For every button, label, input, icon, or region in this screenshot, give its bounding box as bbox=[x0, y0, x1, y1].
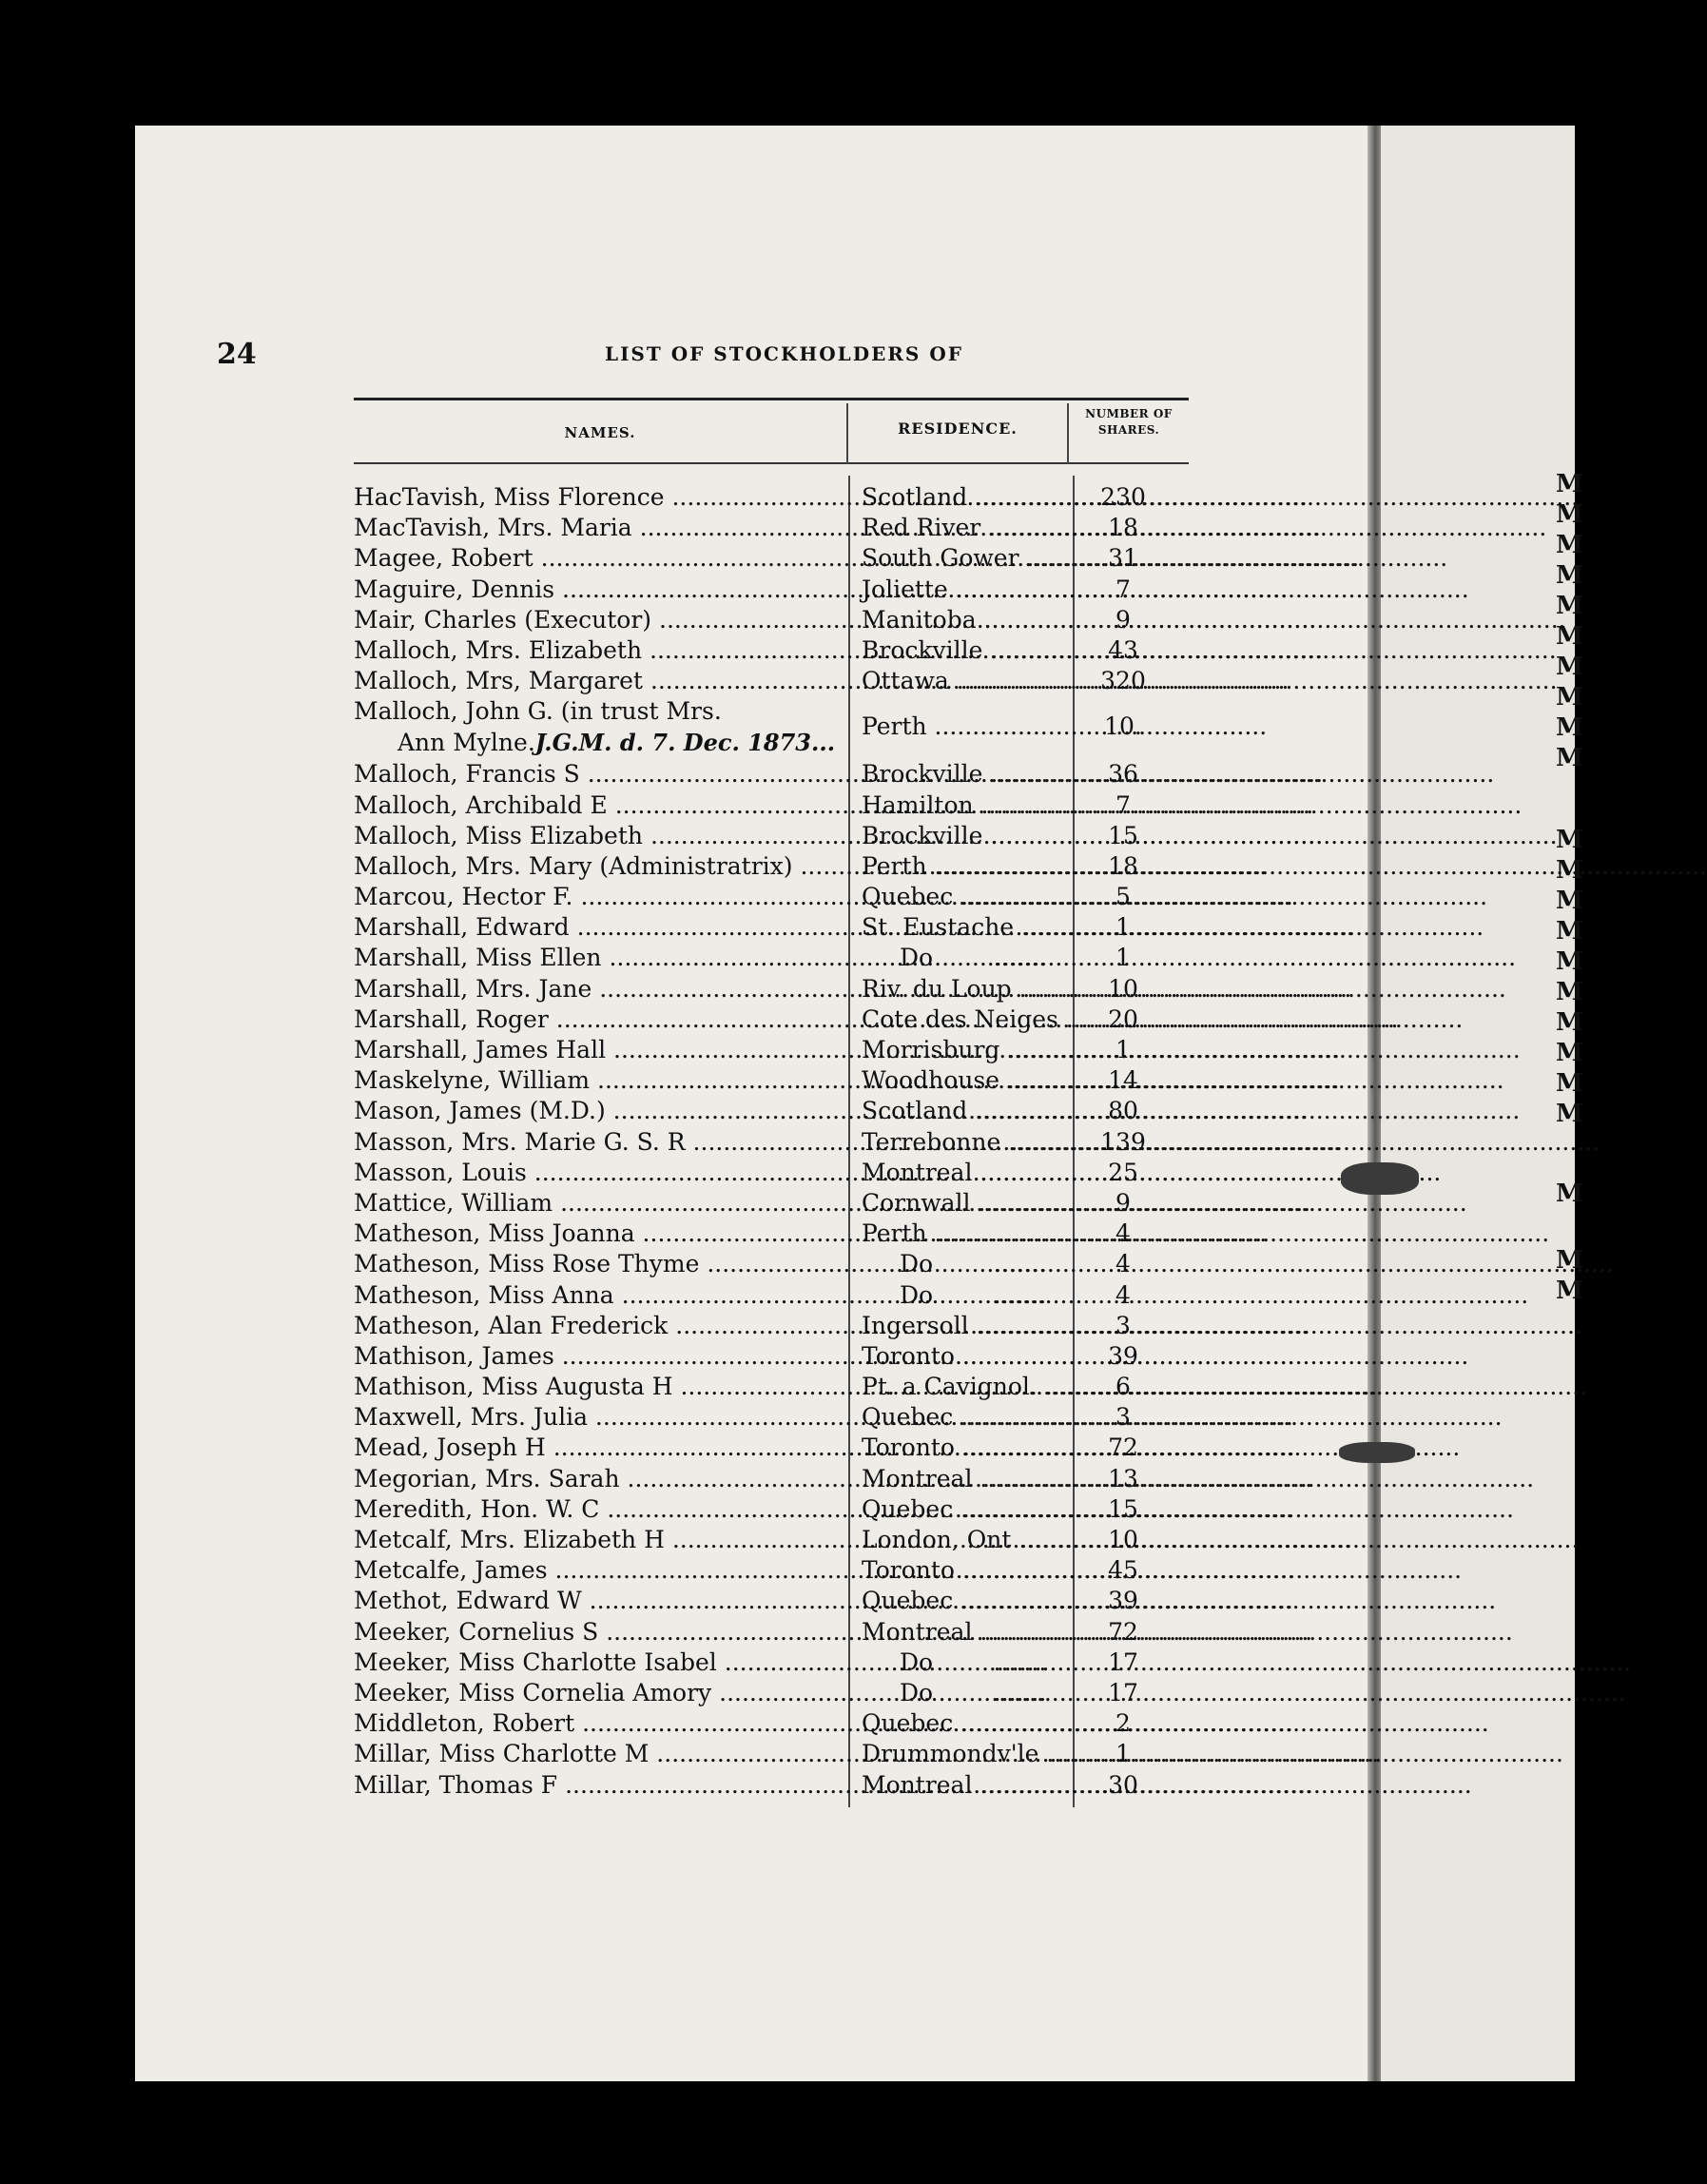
table-row bbox=[354, 1770, 1191, 1801]
facing-page-letter: M bbox=[1556, 1246, 1583, 1275]
residence-cell: Scotland ..... bbox=[862, 482, 1061, 513]
shares-cell: 5 bbox=[1115, 883, 1131, 911]
table-row bbox=[354, 575, 1191, 605]
shares-cell: 9 bbox=[1115, 605, 1131, 634]
residence-cell: Terrebonne ..... bbox=[862, 1127, 1061, 1158]
facing-page-letter: M bbox=[1556, 653, 1583, 681]
stockholder-name: Malloch, Mrs, Margaret ..... bbox=[354, 666, 846, 696]
shares-cell: 15 bbox=[1108, 1494, 1138, 1523]
header-residence: RESIDENCE. bbox=[898, 419, 1018, 438]
table-row bbox=[354, 790, 1191, 821]
stockholder-name: Malloch, Mrs. Elizabeth ..... bbox=[354, 635, 846, 666]
handwritten-annotation: J.G.M. d. 7. Dec. 1873... bbox=[534, 729, 836, 757]
residence-cell: Quebec ..... bbox=[862, 1708, 1061, 1739]
table-header-rule bbox=[354, 462, 1189, 464]
stockholder-name: Megorian, Mrs. Sarah ..... bbox=[354, 1464, 846, 1494]
shares-cell: 36 bbox=[1108, 760, 1138, 789]
residence-cell: Montreal ..... bbox=[862, 1464, 1061, 1494]
residence-cell: Cornwall ..... bbox=[862, 1188, 1061, 1219]
residence-cell: Pt. a Cavignol. ..... bbox=[862, 1372, 1061, 1402]
facing-page-letter: M bbox=[1556, 1039, 1583, 1067]
facing-page-letter: M bbox=[1556, 1100, 1583, 1128]
table-row bbox=[354, 1188, 1191, 1219]
table-row bbox=[354, 543, 1191, 574]
shares-cell: 14 bbox=[1108, 1066, 1138, 1095]
table-row bbox=[354, 513, 1191, 543]
residence-cell: Montreal ..... bbox=[862, 1158, 1061, 1188]
residence-cell: Red River ..... bbox=[862, 513, 1061, 543]
stockholder-name: Masson, Mrs. Marie G. S. R ..... bbox=[354, 1127, 846, 1158]
table-row bbox=[354, 1158, 1191, 1188]
residence-cell: Quebec ..... bbox=[862, 1494, 1061, 1525]
header-shares-line2: SHARES. bbox=[1097, 423, 1160, 437]
shares-cell: 1 bbox=[1115, 1036, 1131, 1063]
table-row bbox=[354, 1402, 1191, 1433]
stockholder-name: Matheson, Miss Anna ..... bbox=[354, 1280, 846, 1311]
shares-cell: 4 bbox=[1115, 1280, 1131, 1309]
residence-cell: Do ..... bbox=[862, 1249, 1061, 1279]
residence-cell: Toronto ..... bbox=[862, 1341, 1061, 1372]
shares-cell: 30 bbox=[1108, 1770, 1138, 1799]
shares-cell: 320 bbox=[1100, 667, 1146, 695]
shares-cell: 7 bbox=[1115, 575, 1131, 603]
shares-cell: 72 bbox=[1108, 1617, 1138, 1646]
table-row bbox=[354, 635, 1191, 666]
shares-cell: 6 bbox=[1115, 1373, 1131, 1401]
header-shares bbox=[1069, 406, 1189, 439]
shares-cell: 25 bbox=[1108, 1158, 1138, 1186]
shares-cell: 39 bbox=[1108, 1587, 1138, 1615]
facing-page-letter: M bbox=[1556, 947, 1583, 976]
stockholder-name: Mattice, William ..... bbox=[354, 1188, 846, 1219]
stockholder-name: Malloch, Mrs. Mary (Administratrix) ..... bbox=[354, 851, 846, 882]
table-row bbox=[354, 1555, 1191, 1586]
table-row bbox=[354, 1311, 1191, 1341]
residence-cell: Drummondv'le ..... bbox=[862, 1739, 1061, 1769]
shares-cell: 1 bbox=[1115, 913, 1131, 942]
residence-cell: Scotland ..... bbox=[862, 1096, 1061, 1126]
stockholder-name: Meeker, Miss Cornelia Amory ..... bbox=[354, 1678, 846, 1708]
table-row bbox=[354, 974, 1191, 1004]
residence-cell: Quebec ..... bbox=[862, 882, 1061, 912]
table-row bbox=[354, 1127, 1191, 1158]
residence-cell: St. Eustache ..... bbox=[862, 912, 1061, 943]
table-row bbox=[354, 1739, 1191, 1769]
stockholder-name: Masson, Louis ..... bbox=[354, 1158, 846, 1188]
residence-cell: Perth ..... bbox=[862, 712, 1061, 742]
facing-page-letter: M bbox=[1556, 887, 1583, 915]
table-row bbox=[354, 1617, 1191, 1648]
stockholder-name: Malloch, John G. (in trust Mrs. bbox=[354, 697, 722, 726]
table-row bbox=[354, 851, 1191, 882]
facing-page-letter: M bbox=[1556, 856, 1583, 885]
facing-page-letter: M bbox=[1556, 1180, 1583, 1208]
table-row bbox=[354, 759, 1191, 790]
stockholder-name: Marshall, Miss Ellen ..... bbox=[354, 943, 846, 973]
shares-cell: 45 bbox=[1108, 1556, 1138, 1585]
facing-page-letter: M bbox=[1556, 561, 1583, 590]
table-row bbox=[354, 1249, 1191, 1279]
stockholder-name: Magee, Robert ..... bbox=[354, 543, 846, 574]
stockholder-name: Marshall, Edward ..... bbox=[354, 912, 846, 943]
shares-cell: 9 bbox=[1115, 1188, 1131, 1217]
residence-cell: Riv. du Loup ..... bbox=[862, 974, 1061, 1004]
shares-cell: 10. bbox=[1104, 712, 1142, 741]
table-row bbox=[354, 1035, 1191, 1065]
shares-cell: 4 bbox=[1115, 1250, 1131, 1278]
stockholder-name: MacTavish, Mrs. Maria ..... bbox=[354, 513, 846, 543]
shares-cell: 7 bbox=[1115, 790, 1131, 819]
residence-cell: Morrisburg ..... bbox=[862, 1035, 1061, 1065]
residence-cell: Brockville ..... bbox=[862, 759, 1061, 790]
shares-cell: 43 bbox=[1108, 635, 1138, 664]
residence-cell: Brockville ..... bbox=[862, 635, 1061, 666]
residence-cell: Brockville ..... bbox=[862, 821, 1061, 851]
residence-cell: Quebec ..... bbox=[862, 1586, 1061, 1616]
stockholder-name: Marshall, James Hall ..... bbox=[354, 1035, 846, 1065]
table-row bbox=[354, 882, 1191, 912]
name-continuation: Ann Mylne. bbox=[398, 729, 535, 757]
table-row bbox=[354, 1648, 1191, 1678]
residence-cell: Cote des Neiges ..... bbox=[862, 1004, 1061, 1035]
stockholder-name: Meeker, Cornelius S ..... bbox=[354, 1617, 846, 1648]
residence-cell: Hamilton ..... bbox=[862, 790, 1061, 821]
shares-cell: 10 bbox=[1108, 1526, 1138, 1553]
table-row bbox=[354, 1341, 1191, 1372]
ink-blot bbox=[1341, 1162, 1419, 1195]
residence-cell: Woodhouse ..... bbox=[862, 1065, 1061, 1096]
ink-blot bbox=[1339, 1442, 1415, 1463]
table-row bbox=[354, 605, 1191, 635]
stockholder-name: Methot, Edward W ..... bbox=[354, 1586, 846, 1616]
residence-cell: Toronto ..... bbox=[862, 1433, 1061, 1463]
facing-page-letter: M bbox=[1556, 1277, 1583, 1305]
table-top-rule bbox=[354, 398, 1189, 400]
shares-cell: 18 bbox=[1108, 851, 1138, 880]
stockholder-name: Mair, Charles (Executor) ..... bbox=[354, 605, 846, 635]
table-row bbox=[354, 943, 1191, 973]
facing-page-letter: M bbox=[1556, 713, 1583, 742]
table-row bbox=[354, 1065, 1191, 1096]
table-row bbox=[354, 1219, 1191, 1249]
facing-page-letter: M bbox=[1556, 917, 1583, 946]
table-row bbox=[354, 666, 1191, 696]
residence-cell: Do ..... bbox=[862, 1678, 1061, 1708]
facing-page-letter: M bbox=[1556, 470, 1583, 498]
page-number: 24 bbox=[217, 338, 257, 371]
shares-cell: 17 bbox=[1108, 1648, 1138, 1676]
table-row bbox=[354, 1678, 1191, 1708]
stockholder-name: Millar, Miss Charlotte M ..... bbox=[354, 1739, 846, 1769]
stockholder-name: Mathison, James ..... bbox=[354, 1341, 846, 1372]
shares-cell: 139 bbox=[1100, 1127, 1146, 1156]
table-row bbox=[354, 1096, 1191, 1126]
table-row bbox=[354, 1494, 1191, 1525]
stockholder-name: Marshall, Roger ..... bbox=[354, 1004, 846, 1035]
shares-cell: 13 bbox=[1108, 1464, 1138, 1492]
stockholder-name: Mason, James (M.D.) ..... bbox=[354, 1096, 846, 1126]
residence-cell: Montreal ..... bbox=[862, 1770, 1061, 1801]
stockholder-name: Mead, Joseph H ..... bbox=[354, 1433, 846, 1463]
stockholder-name: Metcalfe, James ..... bbox=[354, 1555, 846, 1586]
stockholder-name: Matheson, Miss Joanna ..... bbox=[354, 1219, 846, 1249]
residence-cell: Ingersoll ..... bbox=[862, 1311, 1061, 1341]
stockholder-name-continued bbox=[398, 728, 835, 758]
stockholder-name: Marshall, Mrs. Jane ..... bbox=[354, 974, 846, 1004]
residence-cell: South Gower ..... bbox=[862, 543, 1061, 574]
table-row bbox=[354, 1708, 1191, 1739]
residence-cell: Quebec ..... bbox=[862, 1402, 1061, 1433]
shares-cell: 18 bbox=[1108, 514, 1138, 542]
residence-cell: Do ..... bbox=[862, 1280, 1061, 1311]
shares-cell: 3 bbox=[1115, 1311, 1131, 1339]
table-row bbox=[354, 1586, 1191, 1616]
facing-page-letter: M bbox=[1556, 1069, 1583, 1098]
facing-page-letter: M bbox=[1556, 500, 1583, 529]
facing-page-letter: M bbox=[1556, 1008, 1583, 1037]
residence-cell: Ottawa ..... bbox=[862, 666, 1061, 696]
shares-cell: 3 bbox=[1115, 1403, 1131, 1432]
table-row bbox=[354, 1004, 1191, 1035]
facing-page-letter: M bbox=[1556, 622, 1583, 651]
stockholder-name: Malloch, Miss Elizabeth ..... bbox=[354, 821, 846, 851]
table-row bbox=[354, 696, 1191, 759]
stockholder-name: Marcou, Hector F. ..... bbox=[354, 882, 846, 912]
shares-cell: 31 bbox=[1108, 544, 1138, 573]
facing-page-letter: M bbox=[1556, 744, 1583, 772]
stockholder-name: Middleton, Robert ..... bbox=[354, 1708, 846, 1739]
shares-cell: 230 bbox=[1100, 483, 1146, 511]
shares-cell: 4 bbox=[1115, 1219, 1131, 1248]
header-shares-line1: NUMBER OF bbox=[1085, 407, 1173, 420]
residence-cell: Perth ..... bbox=[862, 851, 1061, 882]
shares-cell: 1 bbox=[1115, 1740, 1131, 1768]
residence-cell: Montreal ..... bbox=[862, 1617, 1061, 1648]
shares-cell: 17 bbox=[1108, 1678, 1138, 1706]
stockholder-name: Maguire, Dennis ..... bbox=[354, 575, 846, 605]
stockholder-name: Malloch, Archibald E ..... bbox=[354, 790, 846, 821]
shares-cell: 1 bbox=[1115, 944, 1131, 972]
residence-cell: Manitoba ..... bbox=[862, 605, 1061, 635]
shares-cell: 72 bbox=[1108, 1433, 1138, 1462]
table-row bbox=[354, 1280, 1191, 1311]
table-row bbox=[354, 482, 1191, 513]
table-row bbox=[354, 1372, 1191, 1402]
shares-cell: 39 bbox=[1108, 1341, 1138, 1370]
stockholder-name: Matheson, Miss Rose Thyme ..... bbox=[354, 1249, 846, 1279]
shares-cell: 20 bbox=[1108, 1004, 1138, 1033]
header-names: NAMES. bbox=[564, 424, 636, 441]
table-row bbox=[354, 1433, 1191, 1463]
residence-cell: London, Ont ..... bbox=[862, 1525, 1061, 1555]
residence-cell: Toronto ..... bbox=[862, 1555, 1061, 1586]
stockholder-name: Millar, Thomas F ..... bbox=[354, 1770, 846, 1801]
residence-cell: Do ..... bbox=[862, 943, 1061, 973]
shares-cell: 2 bbox=[1115, 1709, 1131, 1738]
table-row bbox=[354, 1464, 1191, 1494]
table-row bbox=[354, 1525, 1191, 1555]
table-row bbox=[354, 821, 1191, 851]
running-head: LIST OF STOCKHOLDERS OF bbox=[605, 342, 963, 365]
shares-cell: 10 bbox=[1108, 974, 1138, 1003]
facing-page-letter: M bbox=[1556, 592, 1583, 620]
stockholder-name: Maskelyne, William ..... bbox=[354, 1065, 846, 1096]
stockholder-name: Maxwell, Mrs. Julia ..... bbox=[354, 1402, 846, 1433]
stockholder-name: Mathison, Miss Augusta H ..... bbox=[354, 1372, 846, 1402]
stockholder-name: Matheson, Alan Frederick ..... bbox=[354, 1311, 846, 1341]
facing-page-letter: M bbox=[1556, 978, 1583, 1006]
facing-page-letter: M bbox=[1556, 826, 1583, 854]
stockholder-name: Meeker, Miss Charlotte Isabel ..... bbox=[354, 1648, 846, 1678]
shares-cell: 80 bbox=[1108, 1097, 1138, 1125]
facing-page-letter: M bbox=[1556, 531, 1583, 559]
residence-cell: Perth ..... bbox=[862, 1219, 1061, 1249]
residence-cell: Do ..... bbox=[862, 1648, 1061, 1678]
stockholder-name: HacTavish, Miss Florence ..... bbox=[354, 482, 846, 513]
residence-cell: Joliette ..... bbox=[862, 575, 1061, 605]
stockholder-name: Metcalf, Mrs. Elizabeth H ..... bbox=[354, 1525, 846, 1555]
stockholder-table bbox=[354, 482, 1191, 1801]
stockholder-name: Malloch, Francis S ..... bbox=[354, 759, 846, 790]
shares-cell: 15 bbox=[1108, 821, 1138, 849]
table-row bbox=[354, 912, 1191, 943]
facing-page-letter: M bbox=[1556, 683, 1583, 712]
stockholder-name: Meredith, Hon. W. C ..... bbox=[354, 1494, 846, 1525]
